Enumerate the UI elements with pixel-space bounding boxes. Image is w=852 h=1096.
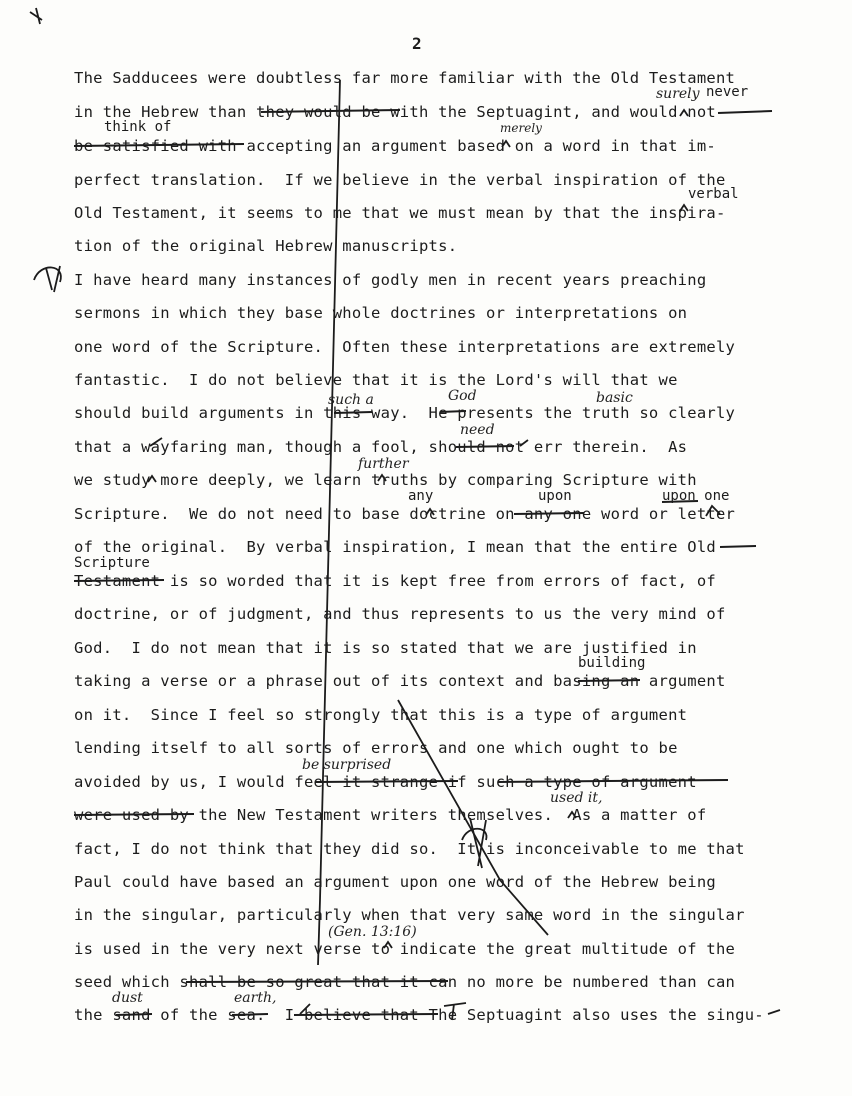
text-line: in the singular, particularly when that very same word in the singular (74, 906, 745, 924)
text-line: on it. Since I feel so strongly that this is a type of argument (74, 706, 688, 724)
text-line: were used by the New Testament writers themselves. As a matter of (74, 806, 707, 824)
typed-insertion: Scripture (74, 555, 150, 571)
handwritten-note: such a (328, 392, 374, 408)
typed-insertion: verbal (688, 186, 739, 202)
handwritten-note: merely (500, 121, 542, 135)
text-line: one word of the Scripture. Often these interpretations are extremely (74, 338, 736, 356)
text-line: the sand of the sea. I believe that The Septuagint also uses the singu- (74, 1006, 764, 1024)
text-line: that a wayfaring man, though a fool, should not err therein. As (74, 438, 688, 456)
text-line: Paul could have based an argument upon one word of the Hebrew being (74, 873, 716, 891)
paragraph-mark-left (34, 266, 61, 292)
text-line: lending itself to all sorts of errors and one which ought to be (74, 739, 678, 757)
text-line: seed which shall be so great that it can no more be numbered than can (74, 973, 736, 991)
typed-insertion: upon one (662, 488, 730, 504)
typed-insertion: any (408, 488, 434, 504)
text-line: perfect translation. If we believe in the verbal inspiration of the (74, 171, 726, 189)
text-line: should build arguments in this way. He presents the truth so clearly (74, 404, 736, 422)
text-line: is used in the very next verse to indicate the great multitude of the (74, 940, 736, 958)
handwritten-note: God (448, 388, 477, 404)
strike-not (718, 111, 772, 113)
typed-insertion: building (578, 655, 646, 671)
text-line: sermons in which they base whole doctrines or interpretations on (74, 304, 688, 322)
typed-insertion: upon (538, 488, 572, 504)
text-line: of the original. By verbal inspiration, I mean that the entire Old (74, 538, 716, 556)
text-line: in the Hebrew than they would be with the Septuagint, and would not (74, 103, 716, 121)
typed-insertion: think of (104, 119, 172, 135)
text-line: Testament is so worded that it is kept free from errors of fact, of (74, 572, 716, 590)
text-line: Old Testament, it seems to me that we must mean by that the inspira- (74, 204, 726, 222)
strike-old (720, 546, 756, 547)
handwritten-note: basic (596, 390, 633, 406)
text-line: avoided by us, I would feel it strange if such a type of argument (74, 773, 697, 791)
typed-insertion: never (706, 84, 749, 100)
text-line: be satisfied with accepting an argument based on a word in that im- (74, 137, 716, 155)
corner-mark (30, 8, 42, 24)
text-line: we study more deeply, we learn truths by comparing Scripture with (74, 471, 697, 489)
text-line: doctrine, or of judgment, and thus represents to us the very mind of (74, 605, 726, 623)
handwritten-note: used it, (550, 790, 603, 806)
handwritten-note: surely (656, 86, 700, 102)
handwritten-note: further (358, 456, 409, 472)
text-line: I have heard many instances of godly men in recent years preaching (74, 271, 707, 289)
text-line: fantastic. I do not believe that it is the Lord's will that we (74, 371, 678, 389)
text-line: taking a verse or a phrase out of its context and basing an argument (74, 672, 726, 690)
handwritten-note: dust (112, 990, 143, 1006)
handwritten-note: earth, (234, 990, 277, 1006)
text-line: fact, I do not think that they did so. It is inconceivable to me that (74, 840, 745, 858)
text-line: tion of the original Hebrew manuscripts. (74, 237, 458, 255)
text-line: Scripture. We do not need to base doctrine on any one word or letter (74, 505, 736, 523)
handwritten-note: (Gen. 13:16) (328, 924, 417, 940)
page-number: 2 (412, 34, 422, 53)
text-line: The Sadducees were doubtless far more familiar with the Old Testament (74, 69, 736, 87)
handwritten-note: need (460, 422, 495, 438)
tick-mark (150, 438, 780, 1014)
handwritten-note: be surprised (302, 757, 392, 773)
text-line: God. I do not mean that it is so stated that we are justified in (74, 639, 697, 657)
